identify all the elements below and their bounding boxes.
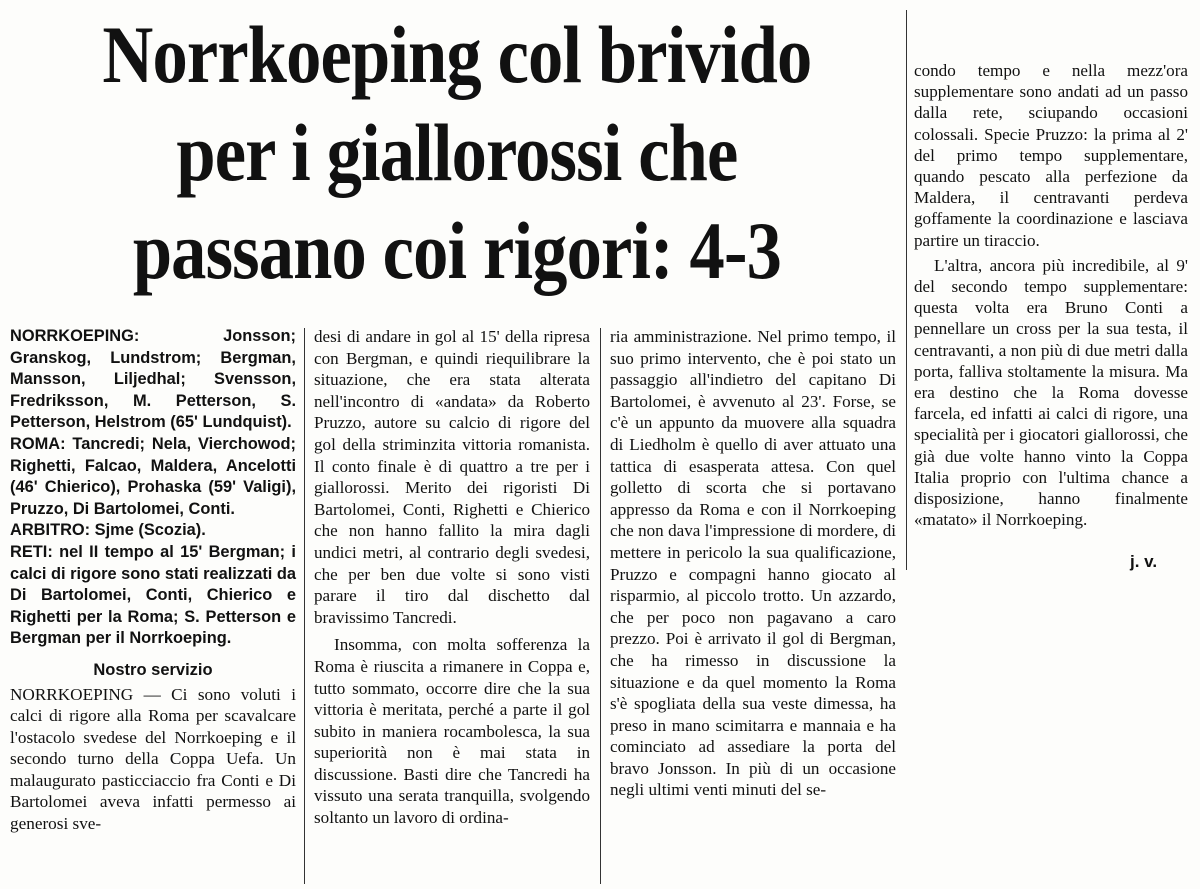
- goals: RETI: nel II tempo al 15' Bergman; i calci di rigore sono stati realizzati da Di Bartolomei, Conti, Chierico e Righetti per la Roma; S. Petterson e Bergman per il Norrkoeping.: [10, 542, 297, 648]
- article-column-3: [610, 326, 896, 801]
- referee: ARBITRO: Sjme (Scozia).: [10, 521, 206, 540]
- lineup-norrkoeping: NORRKOEPING: Jonsson; Granskog, Lundstrom; Bergman, Mansson, Liljedhal; Svensson, Fredriksson, M. Petterson, S. Petterson, Helstrom (65' Lundquist).: [10, 327, 296, 432]
- body-paragraph: desi di andare in gol al 15' della ripresa con Bergman, e quindi riequilibrare la situazione, che era stata alterata nell'incontro di «andata» da Roberto Pruzzo, autore su calcio di rigore del gol della striminzita vittoria romanista. Il conto finale è di quattro a tre per i giallorossi. Merito dei rigoristi Di Bartolomei, Conti, Righetti e Chierico che non hanno fallito la mira dagli undici metri, al contrario degli svedesi, che per ben due volte si sono visti parare il tiro dal dischetto dal bravissimo Tancredi.: [314, 327, 590, 627]
- body-paragraph: NORRKOEPING — Ci sono voluti i calci di rigore alla Roma per scavalcare l'ostacolo svedese del Norrkoeping e il secondo turno della Coppa Uefa. Un malaugurato pasticciaccio fra Conti e Di Bartolomei aveva infatti permesso ai generosi sve-: [10, 684, 296, 834]
- body-paragraph: ria amministrazione. Nel primo tempo, il suo primo intervento, che è poi stato un passaggio all'indietro del capitano Di Bartolomei, è avvenuto al 23'. Forse, se c'è un appunto da muovere alla squadra di Liedholm è quello di aver attuato una tattica di esasperata attesa. Con quel golletto di scorta che si portavano appresso da Roma e con il Norrkoeping che non dava l'impressione di mordere, di mettere in pericolo la sua qualificazione, Pruzzo e compagni hanno giocato al risparmio, al piccolo trotto. Un azzardo, che per poco non pagavano a caro prezzo. Poi è arrivato il gol di Bergman, che ha rimesso in discussione la situazione e da quel momento la Roma s'è spogliata della sua veste dimessa, ha preso in mano scimitarra e mannaia e ha cominciato ad assediare la porta del bravo Jonsson. In più di un occasione negli ultimi venti minuti del se-: [610, 327, 896, 800]
- body-paragraph: Insomma, con molta sofferenza la Roma è riuscita a rimanere in Coppa e, tutto sommato, occorre dire che la sua vittoria è meritata, perché a parte il gol subito in maniera rocambolesca, la sua superiorità non è mai stata in discussione. Basti dire che Tancredi ha vissuto una serata tranquilla, svolgendo soltanto un lavoro di ordina-: [314, 635, 590, 828]
- article-column-1: [10, 326, 296, 835]
- article-column-4: [914, 60, 1188, 530]
- author-signature: j. v.: [1130, 552, 1158, 571]
- body-paragraph: L'altra, ancora più incredibile, al 9' del secondo tempo supplementare: questa volta era Bruno Conti a pennellare un cross per la sua testa, il centravanti, a non più di due metri dalla porta, falliva stoltamente la misura. Ma era destino che la Roma dovesse farcela, ed infatti ai calci di rigore, una specialità per i giocatori giallorossi, che già due volte hanno vinto la Coppa Italia proprio con l'ultima chance a disposizione, hanno finalmente «matato» il Norrkoeping.: [914, 255, 1188, 530]
- headline: [14, 6, 900, 300]
- headline-line-1: Norrkoeping col brivido: [102, 9, 812, 100]
- body-paragraph: condo tempo e nella mezz'ora supplementare sono andati ad un passo dalla rete, sciupando occasioni colossali. Specie Pruzzo: la prima al 2' del primo tempo supplementare, quando pescato alla perfezione da Maldera, il centravanti perdeva goffamente la coordinazione e lasciava partire un tiraccio.: [914, 61, 1188, 250]
- article-column-2: [314, 326, 590, 829]
- section-heading: Nostro servizio: [93, 660, 213, 679]
- column-divider-2: [600, 328, 601, 884]
- column-divider-3: [906, 10, 907, 570]
- lineup-roma: ROMA: Tancredi; Nela, Vierchowod; Righetti, Falcao, Maldera, Ancelotti (46' Chierico), Prohaska (59' Valigi), Pruzzo, Di Bartolomei, Conti.: [10, 434, 296, 518]
- column-divider-1: [304, 328, 305, 884]
- headline-line-2: per i giallorossi che: [176, 107, 738, 198]
- headline-line-3: passano coi rigori: 4-3: [132, 205, 781, 296]
